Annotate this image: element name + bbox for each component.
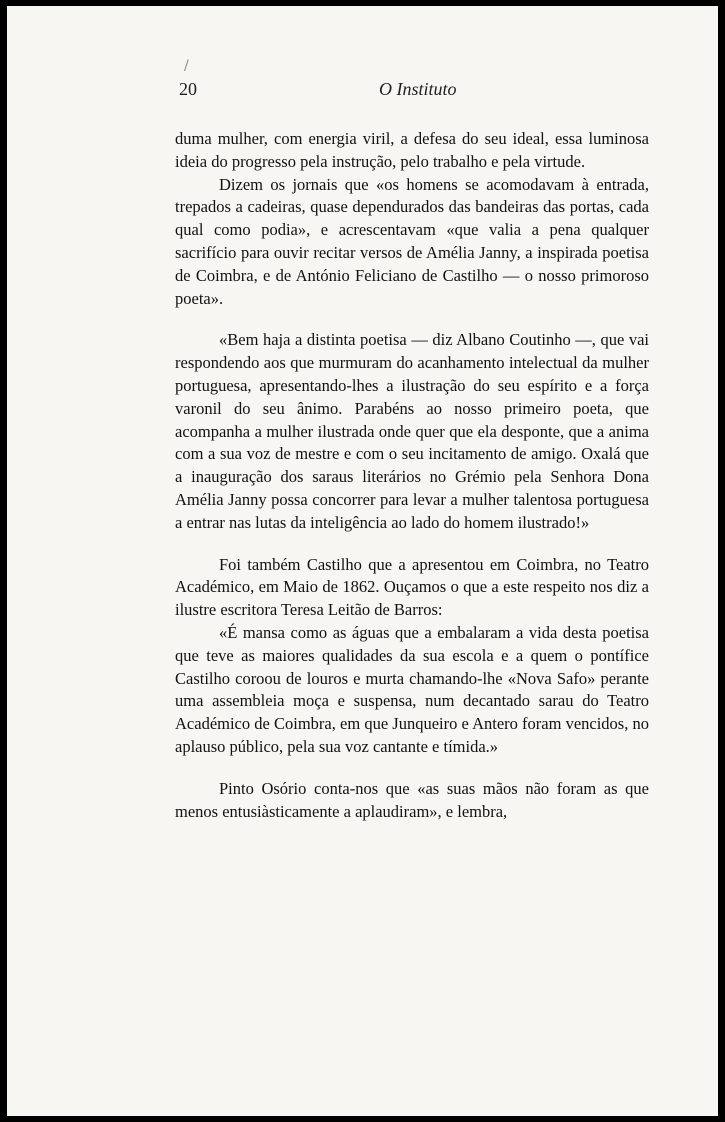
margin-mark: / — [184, 58, 189, 74]
paragraph-2: Dizem os jornais que «os homens se acomodavam à entrada, trepados a cadeiras, quase dependurados das bandeiras das portas, cada qual como podia», e acrescentavam «que valia a pena qualquer sacrifício para ouvir recitar versos de Amélia Janny, a inspirada poetisa de Coimbra, e de António Feliciano de Castilho — o nosso primoroso poeta». — [175, 174, 649, 308]
paragraph-1: duma mulher, com energia viril, a defesa do seu ideal, essa luminosa ideia do progresso pela instrução, pelo trabalho e pela virtude. — [175, 129, 649, 171]
page-number: 20 — [179, 79, 197, 99]
body-text — [175, 128, 649, 823]
book-page — [7, 6, 718, 1116]
paragraph-5-quote: «É mansa como as águas que a embalaram a vida desta poetisa que teve as maiores qualidades da sua escola e a quem o pontífice Castilho coroou de louros e murta chamando-lhe «Nova Safo» perante uma assembleia moça e suspensa, num decantado sarau do Teatro Académico de Coimbra, em que Junqueiro e Antero foram vencidos, no aplauso público, pela sua voz cantante e tímida.» — [175, 622, 649, 756]
paragraph-3-quote: «Bem haja a distinta poetisa — diz Albano Coutinho —, que vai respondendo aos que murmuram do acanhamento intelectual da mulher portuguesa, apresentando-lhes a ilustração do seu espírito e a força varonil do seu ânimo. Parabéns ao nosso primeiro poeta, que acompanha a mulher ilustrada onde quer que ela desponte, que a anima com a sua voz de mestre e com o seu incitamento de amigo. Oxalá que a inauguração dos saraus literários no Grémio pela Senhora Dona Amélia Janny possa concorrer para levar a mulher talentosa portuguesa a entrar nas lutas da inteligência ao lado do homem ilustrado!» — [175, 330, 649, 532]
running-title: O Instituto — [379, 79, 457, 99]
paragraph-6: Pinto Osório conta-nos que «as suas mãos não foram as que menos entusiàsticamente a aplaudiram», e lembra, — [175, 778, 649, 821]
paragraph-4: Foi também Castilho que a apresentou em Coimbra, no Teatro Académico, em Maio de 1862. Ouçamos o que a este respeito nos diz a ilustre escritora Teresa Leitão de Barros: — [175, 554, 649, 620]
